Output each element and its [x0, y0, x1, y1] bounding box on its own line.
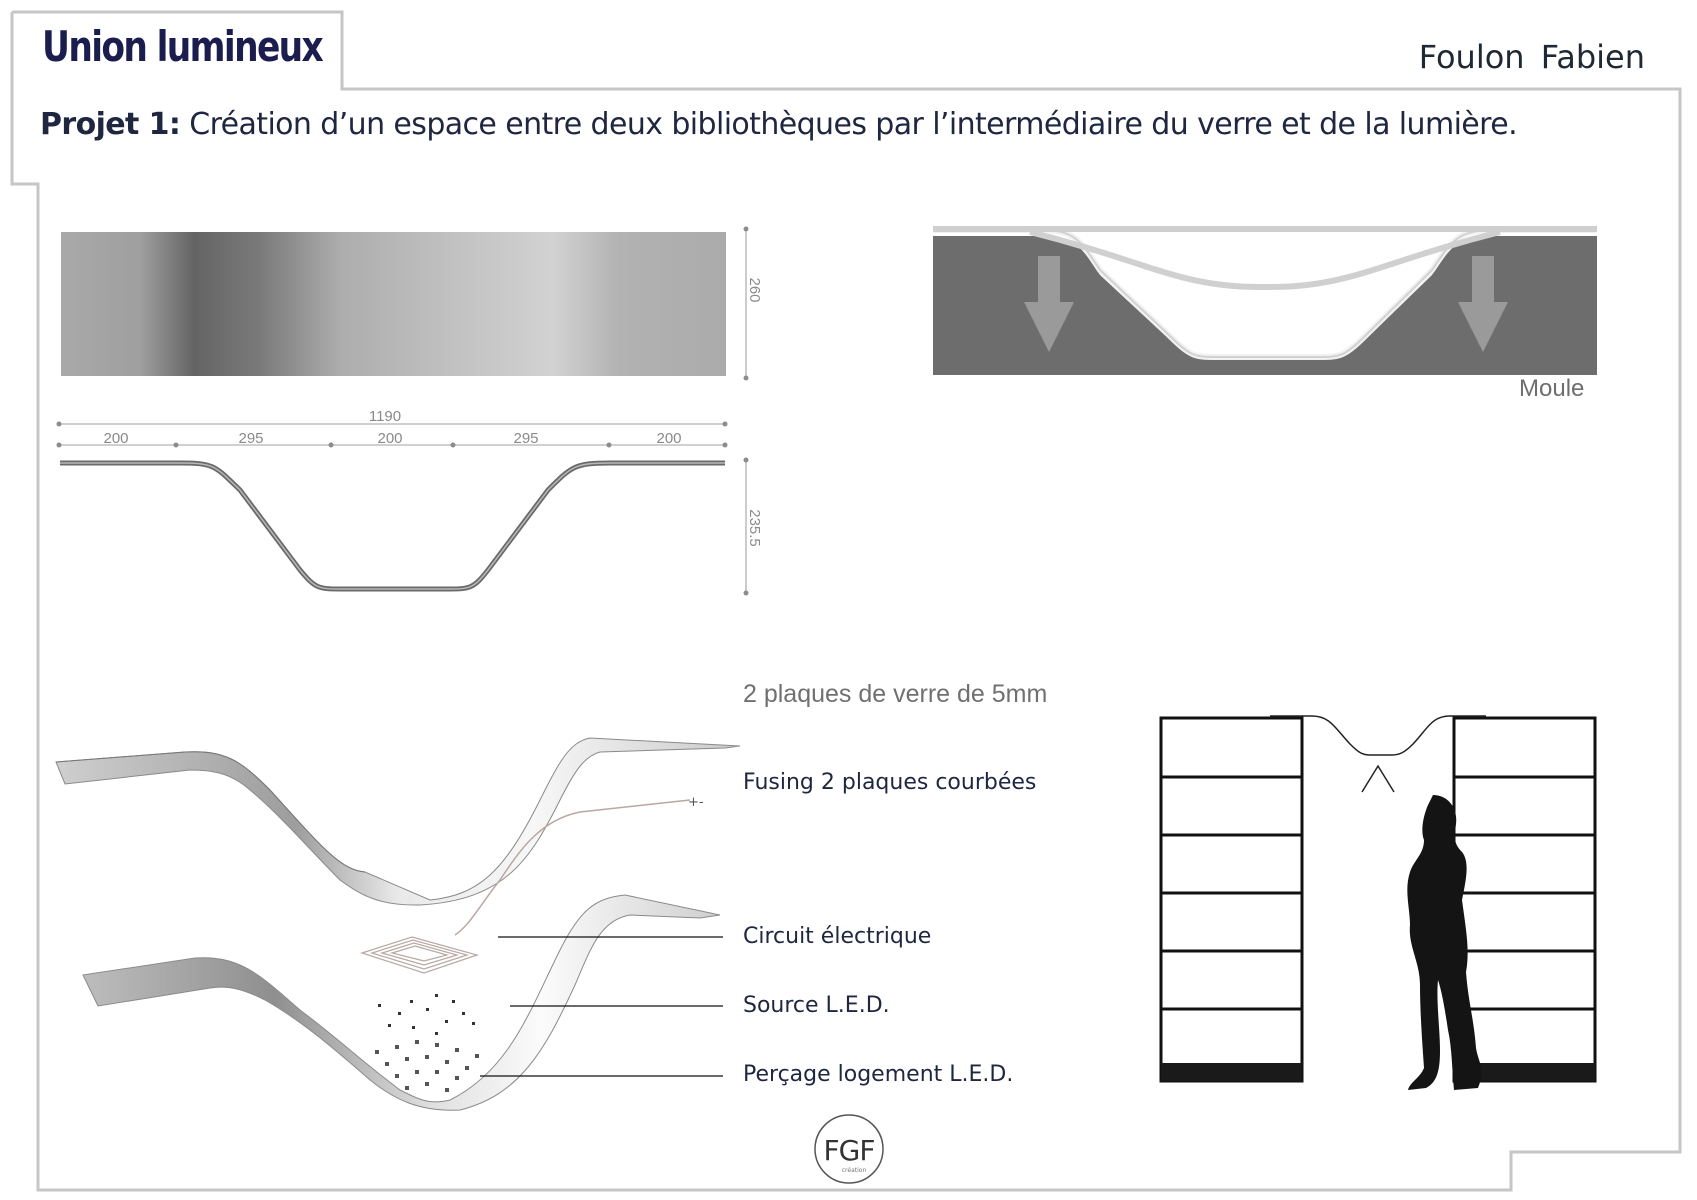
fgf-creation-logo	[815, 1115, 883, 1183]
depth-dimension-label: 235.5	[746, 509, 763, 547]
total-width-label: 1190	[368, 408, 402, 425]
top-glass-sheet	[56, 738, 740, 905]
mould-label: Moule	[1519, 375, 1585, 402]
bottom-glass-sheet	[83, 895, 720, 1110]
electrical-circuit	[362, 937, 477, 973]
person-silhouette-icon	[1407, 795, 1481, 1090]
author-name: Foulon Fabien	[1418, 38, 1645, 76]
light-beam-icon	[1362, 766, 1394, 792]
logo-subtext: création	[841, 1167, 867, 1174]
segment-label-1: 200	[103, 430, 129, 447]
glass-profile-curve	[60, 463, 725, 589]
project-description: Création d’un espace entre deux bibliothèques par l’intermédiaire du verre et de la lumière.	[189, 107, 1518, 142]
glass-plate-plan	[61, 232, 726, 376]
bookshelves-elevation	[1161, 716, 1595, 1090]
page-title: Union lumineux	[42, 22, 323, 71]
led-sources	[378, 994, 475, 1035]
segment-label-2: 295	[238, 430, 264, 447]
left-bookshelf	[1161, 718, 1302, 1081]
project-label: Projet 1:	[40, 107, 181, 142]
led-source-label: Source L.E.D.	[743, 993, 890, 1018]
fusing-label: Fusing 2 plaques courbées	[743, 770, 1037, 795]
led-holes-label: Perçage logement L.E.D.	[743, 1062, 1014, 1087]
polarity-label: +-	[688, 795, 704, 810]
exploded-assembly	[56, 738, 740, 1110]
mould-diagram	[933, 229, 1597, 375]
circuit-label: Circuit électrique	[743, 924, 932, 949]
glass-plates-label: 2 plaques de verre de 5mm	[743, 680, 1048, 708]
segment-label-4: 295	[513, 430, 539, 447]
height-dimension-label: 260	[746, 277, 763, 303]
logo-mark: FGF	[823, 1134, 875, 1167]
height-dimension-line	[744, 227, 749, 381]
segment-label-5: 200	[656, 430, 682, 447]
segment-label-3: 200	[377, 430, 403, 447]
right-bookshelf	[1454, 718, 1595, 1081]
